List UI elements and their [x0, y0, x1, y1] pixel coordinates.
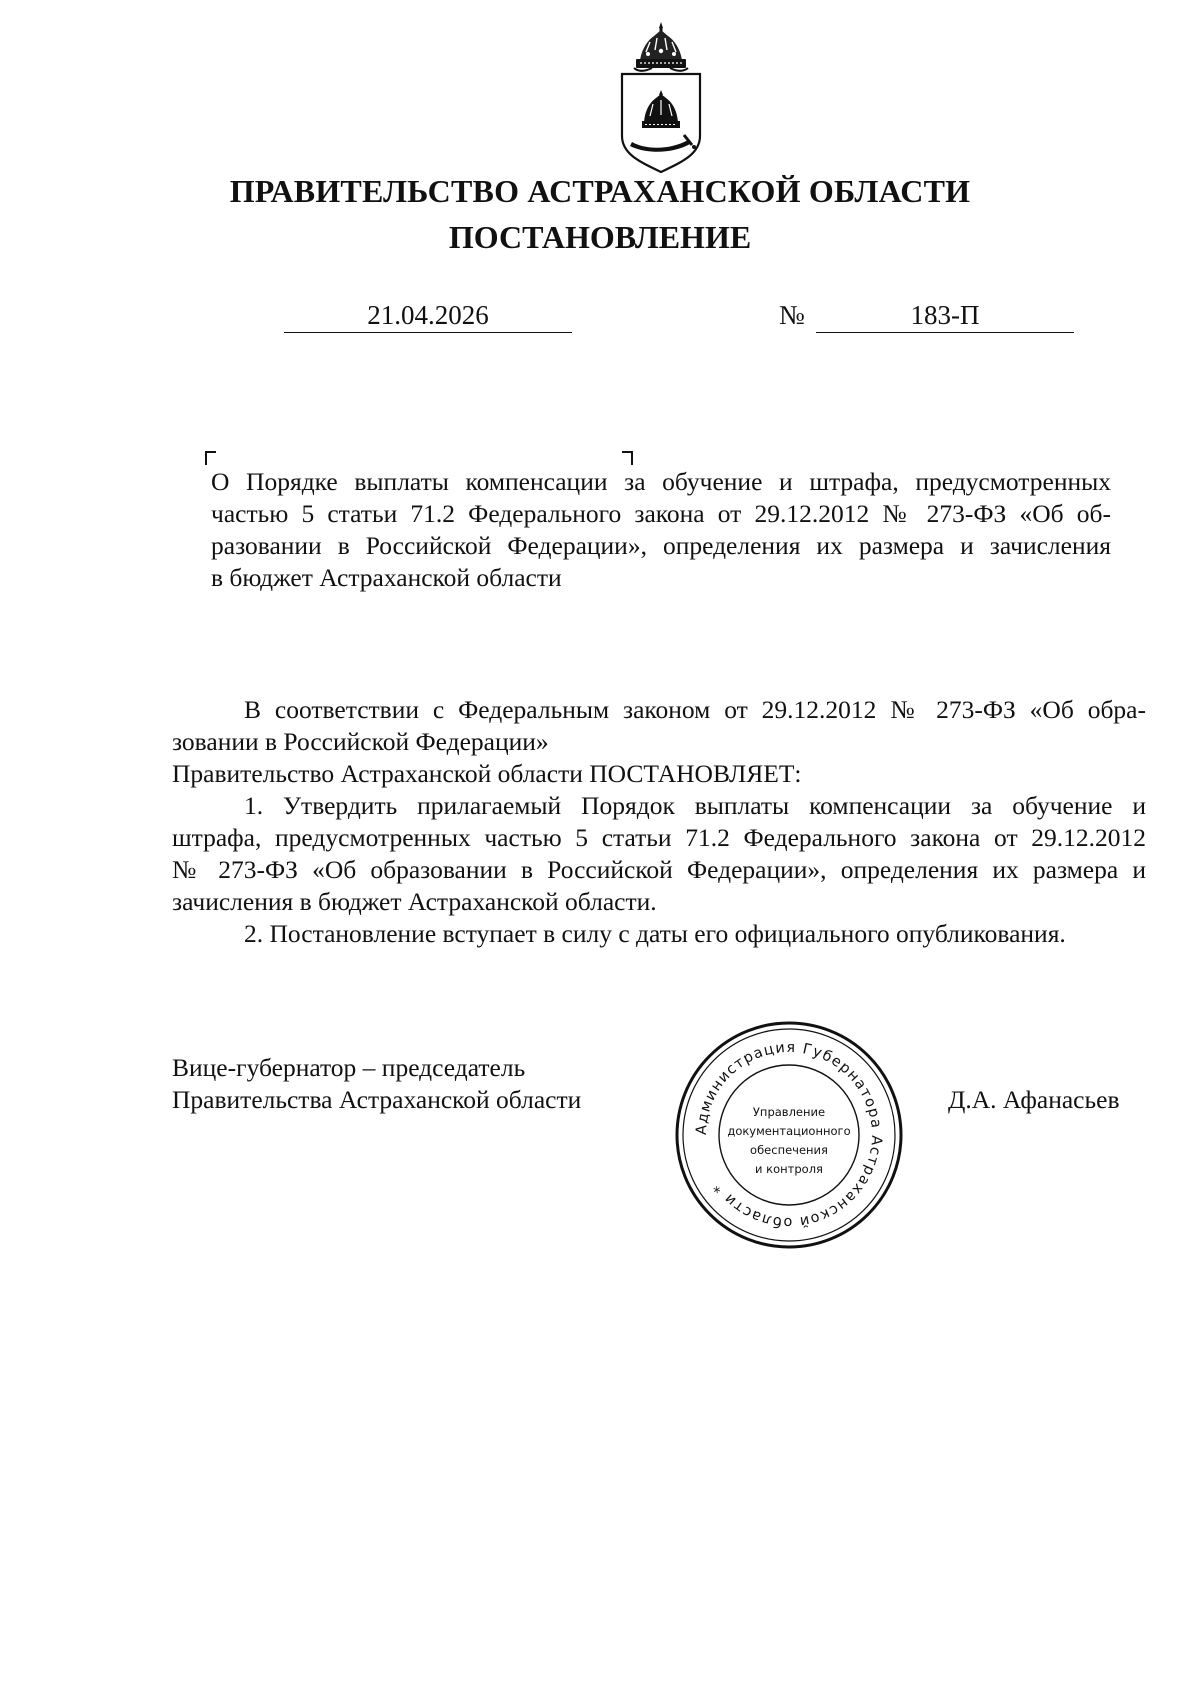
signer-position-line: Правительства Астраханской области [172, 1085, 582, 1114]
document-body [172, 694, 1146, 950]
body-line: 1. Утвердить прилагаемый Порядок выплаты компенсации за обучение и [244, 791, 1146, 820]
document-type: ПОСТАНОВЛЕНИЕ [448, 219, 752, 255]
body-line: зовании в Российской Федерации» [172, 727, 549, 756]
corner-mark-left [205, 451, 216, 465]
document-date: 21.04.2026 [284, 298, 572, 333]
body-line: зачисления в бюджет Астраханской области. [172, 887, 657, 916]
signer-name: Д.А. Афанасьев [948, 1085, 1120, 1114]
body-line: № 273-ФЗ «Об образовании в Российской Федерации», определения их размера и [172, 855, 1146, 884]
official-seal [672, 1018, 906, 1252]
signer-position [172, 1052, 581, 1116]
subject-line: частью 5 статьи 71.2 Федерального закона от 29.12.2012 № 273-ФЗ «Об об- [211, 499, 1111, 528]
organization-title: ПРАВИТЕЛЬСТВО АСТРАХАНСКОЙ ОБЛАСТИ [229, 173, 971, 209]
body-line: 2. Постановление вступает в силу с даты его официального опубликования. [244, 919, 1066, 948]
document-number: 183-П [816, 298, 1074, 333]
seal-center-line: Управление [752, 1105, 826, 1119]
body-line: штрафа, предусмотренных частью 5 статьи 71.2 Федерального закона от 29.12.2012 [172, 823, 1146, 852]
number-sign: № [779, 300, 805, 330]
seal-ring-text: Администрация Губернатора Астраханской области * [693, 1039, 885, 1231]
subject-line: О Порядке выплаты компенсации за обучение и штрафа, предусмотренных [211, 467, 1111, 496]
seal-center-line: обеспечения [750, 1143, 828, 1157]
document-subject [211, 466, 1111, 594]
body-line: Правительство Астраханской области ПОСТАНОВЛЯЕТ: [172, 759, 802, 788]
body-line: В соответствии с Федеральным законом от 29.12.2012 № 273-ФЗ «Об обра- [244, 695, 1146, 724]
seal-center-line: документационного [727, 1124, 851, 1138]
signer-position-line: Вице-губернатор – председатель [172, 1053, 526, 1082]
subject-line: в бюджет Астраханской области [211, 563, 562, 592]
coat-of-arms-icon [618, 18, 704, 178]
subject-line: разовании в Российской Федерации», определения их размера и зачисления [211, 531, 1111, 560]
seal-center-line: и контроля [755, 1162, 823, 1176]
corner-mark-right [622, 451, 633, 465]
